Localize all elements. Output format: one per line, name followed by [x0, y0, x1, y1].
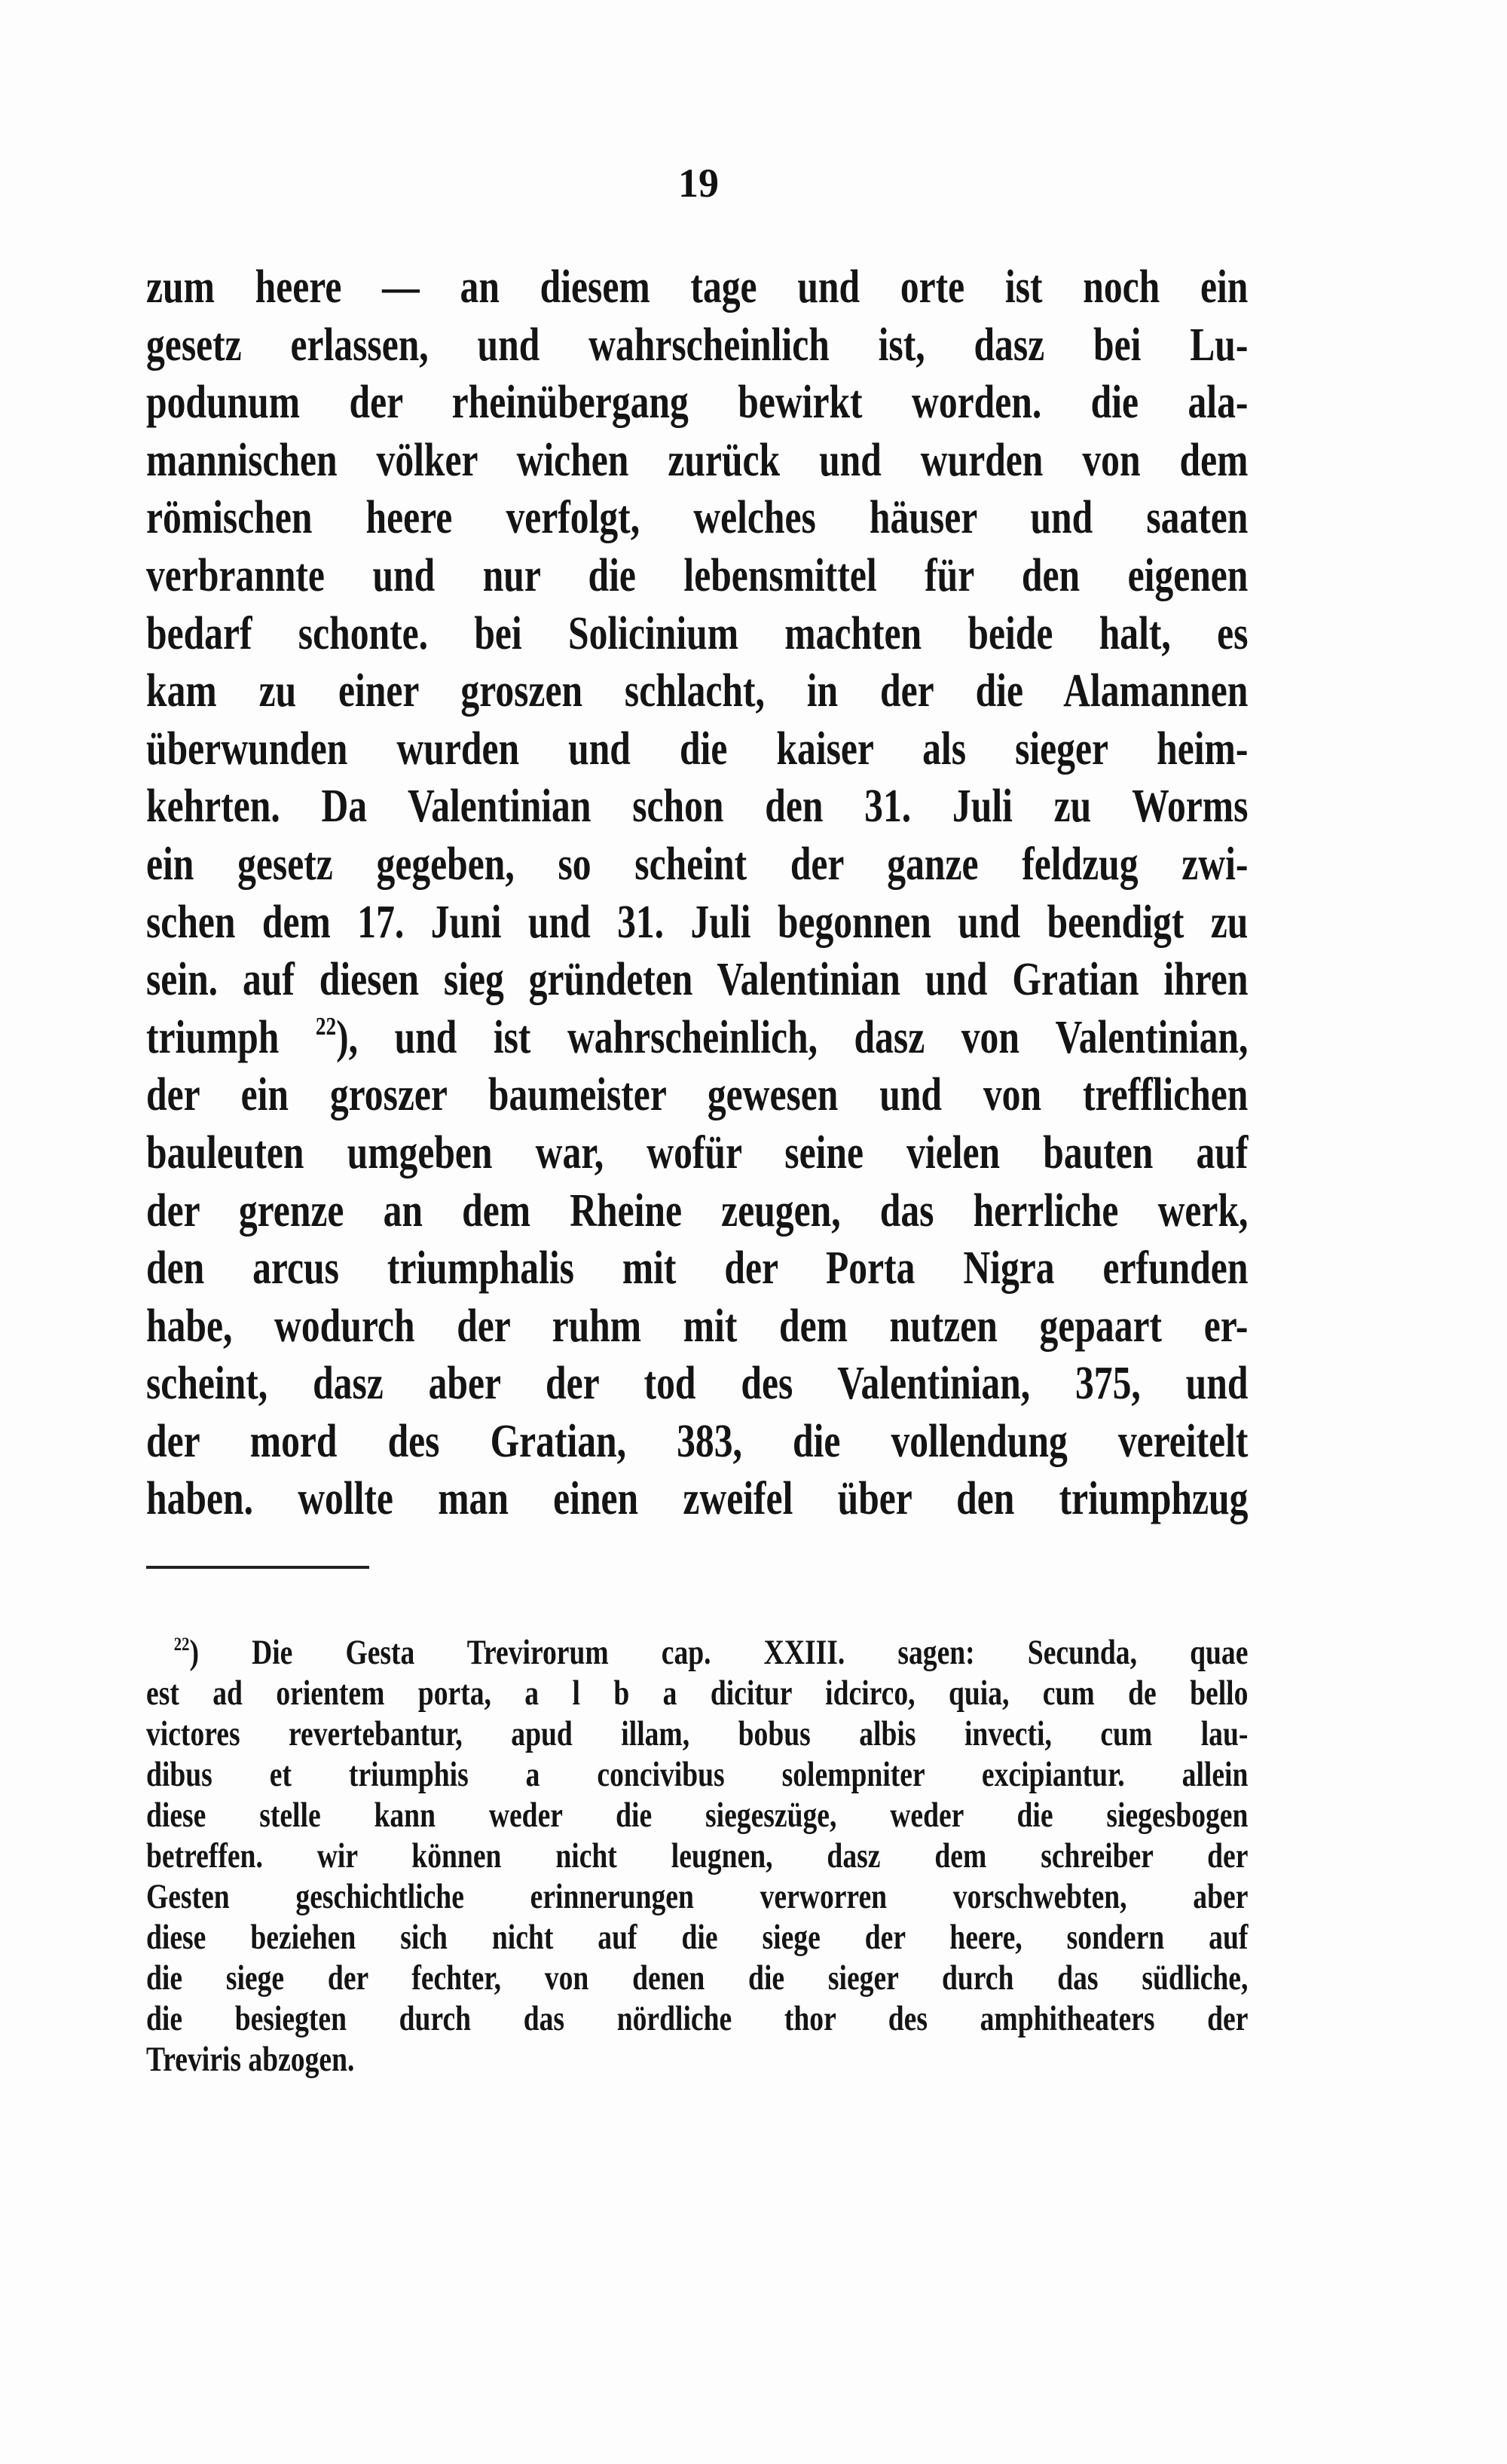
- footnote-line: est ad orientem porta, a l b a dicitur idcirco, quia, cum de bello: [146, 1674, 1249, 1713]
- footnote-line: victores revertebantur, apud illam, bobus albis invecti, cum lau-: [146, 1714, 1249, 1753]
- body-line: bedarf schonte. bei Solicinium machten beide halt, es: [146, 607, 1249, 659]
- footnote-line: Treviris abzogen.: [146, 2040, 355, 2079]
- footnote-line: [146, 1632, 1248, 1673]
- footnote-line-segment: ) Die Gesta Trevirorum cap. XXIII. sagen: Secunda, quae: [189, 1633, 1249, 1672]
- body-line: bauleuten umgeben war, wofür seine vielen bauten auf: [146, 1127, 1249, 1179]
- body-line: den arcus triumphalis mit der Porta Nigra erfunden: [146, 1243, 1249, 1295]
- body-line: sein. auf diesen sieg gründeten Valentinian und Gratian ihren: [146, 954, 1249, 1006]
- footnote-reference: 22: [173, 1632, 190, 1655]
- footnote-divider: [146, 1566, 369, 1569]
- footnote-line: betreffen. wir können nicht leugnen, dasz dem schreiber der: [146, 1836, 1249, 1876]
- footnote-line: die siege der fechter, von denen die sieger durch das südliche,: [146, 1958, 1249, 1998]
- body-line: haben. wollte man einen zweifel über den triumphzug: [146, 1473, 1249, 1525]
- footnote-line: dibus et triumphis a concivibus solempniter excipiantur. allein: [146, 1755, 1249, 1794]
- body-line: kehrten. Da Valentinian schon den 31. Juli zu Worms: [146, 781, 1249, 833]
- body-line: überwunden wurden und die kaiser als sieger heim-: [146, 723, 1249, 775]
- body-line: podunum der rheinübergang bewirkt worden. die ala-: [146, 377, 1249, 429]
- footnote-line: die besiegten durch das nördliche thor des amphitheaters der: [146, 1999, 1249, 2038]
- body-line: gesetz erlassen, und wahrscheinlich ist, dasz bei Lu-: [146, 319, 1249, 371]
- body-line: der grenze an dem Rheine zeugen, das herrliche werk,: [146, 1185, 1249, 1237]
- body-text: [146, 258, 1248, 1528]
- page-number: 19: [678, 160, 719, 206]
- body-line: der mord des Gratian, 383, die vollendung vereitelt: [146, 1415, 1249, 1467]
- body-line: kam zu einer groszen schlacht, in der die Alamannen: [146, 665, 1249, 717]
- body-line: scheint, dasz aber der tod des Valentinian, 375, und: [146, 1358, 1249, 1410]
- footnote-line: Gesten geschichtliche erinnerungen verworren vorschwebten, aber: [146, 1877, 1249, 1916]
- footnote-reference: 22: [315, 1012, 337, 1041]
- body-line: zum heere — an diesem tage und orte ist noch ein: [146, 261, 1249, 313]
- body-line: der ein groszer baumeister gewesen und von trefflichen: [146, 1069, 1249, 1121]
- body-line: schen dem 17. Juni und 31. Juli begonnen und beendigt zu: [146, 896, 1249, 948]
- footnote-line: diese stelle kann weder die siegeszüge, weder die siegesbogen: [146, 1796, 1249, 1835]
- body-line-segment: triumph: [146, 1011, 316, 1063]
- body-line: römischen heere verfolgt, welches häuser und saaten: [146, 492, 1249, 544]
- body-line: verbrannte und nur die lebensmittel für den eigenen: [146, 549, 1249, 601]
- body-line: ein gesetz gegeben, so scheint der ganze feldzug zwi-: [146, 838, 1249, 890]
- body-line-segment: ), und ist wahrscheinlich, dasz von Valentinian,: [336, 1011, 1249, 1063]
- body-line: mannischen völker wichen zurück und wurden von dem: [146, 434, 1249, 486]
- footnote: [146, 1632, 1248, 2080]
- body-line: [146, 1009, 1248, 1067]
- body-line: habe, wodurch der ruhm mit dem nutzen gepaart er-: [146, 1300, 1249, 1352]
- footnote-line: diese beziehen sich nicht auf die siege der heere, sondern auf: [146, 1918, 1249, 1957]
